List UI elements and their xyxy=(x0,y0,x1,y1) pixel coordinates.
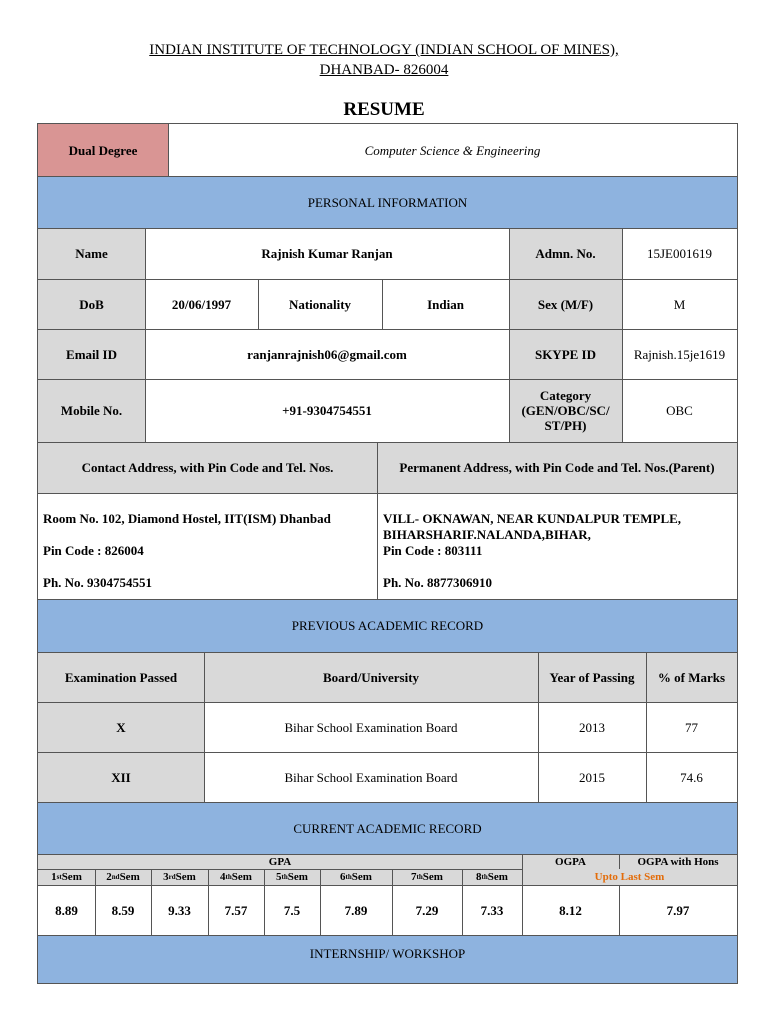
gpa-header: GPA xyxy=(38,854,522,869)
nationality-value: Indian xyxy=(427,296,464,312)
grid-line xyxy=(538,652,539,802)
grid-line xyxy=(37,935,738,936)
permanent-address-phone: Ph. No. 8877306910 xyxy=(383,575,493,590)
prev-row-marks: 77 xyxy=(685,719,698,735)
category-value: OBC xyxy=(666,403,693,418)
name-value: Rajnish Kumar Ranjan xyxy=(261,246,393,261)
grid-line xyxy=(37,752,738,753)
grid-line xyxy=(37,854,738,855)
permanent-address-pin: Pin Code : 803111 xyxy=(383,543,483,558)
prev-col-marks: % of Marks xyxy=(646,652,737,702)
previous-academic-header: PREVIOUS ACADEMIC RECORD xyxy=(38,599,737,652)
contact-address-phone: Ph. No. 9304754551 xyxy=(43,575,153,590)
nationality-label: Nationality xyxy=(288,296,352,312)
grid-line xyxy=(37,442,738,443)
contact-address-line1: Room No. 102, Diamond Hostel, IIT(ISM) Dhanbad xyxy=(43,511,331,526)
institute-name-line2: DHANBAD- 826004 xyxy=(319,62,449,78)
grid-line xyxy=(37,493,738,494)
current-academic-header: CURRENT ACADEMIC RECORD xyxy=(38,802,737,854)
prev-row-marks: 74.6 xyxy=(680,769,703,785)
grid-line xyxy=(37,176,738,177)
gpa-value: 7.89 xyxy=(344,902,368,918)
branch-cell: Computer Science & Engineering xyxy=(364,142,541,158)
grid-line xyxy=(95,869,96,935)
email-label: Email ID xyxy=(38,329,145,379)
permanent-address-line1: VILL- OKNAWAN, NEAR KUNDALPUR TEMPLE, xyxy=(383,511,682,526)
dob-value: 20/06/1997 xyxy=(171,296,232,312)
semester-header: 8 th Sem xyxy=(462,869,522,885)
ogpa-header: OGPA xyxy=(522,854,619,869)
personal-section-header: PERSONAL INFORMATION xyxy=(38,176,737,228)
grid-line xyxy=(37,885,738,886)
grid-line xyxy=(392,869,393,935)
grid-line xyxy=(204,652,205,802)
grid-line xyxy=(37,599,738,600)
semester-header: 3 rd Sem xyxy=(151,869,208,885)
ogpa-hons-header: OGPA with Hons xyxy=(619,854,737,869)
gpa-value: 9.33 xyxy=(168,902,191,918)
prev-col-board: Board/University xyxy=(204,652,538,702)
document-title: RESUME xyxy=(343,99,425,120)
prev-row-exam: X xyxy=(38,702,204,752)
grid-line xyxy=(37,652,738,653)
semester-header: 1 st Sem xyxy=(38,869,95,885)
grid-line xyxy=(619,885,620,935)
semester-header: 2 nd Sem xyxy=(95,869,151,885)
permanent-address-header: Permanent Address, with Pin Code and Tel. Nos.(Parent) xyxy=(377,442,737,493)
grid-line xyxy=(377,442,378,599)
grid-line xyxy=(37,329,738,330)
grid-line xyxy=(522,854,523,935)
grid-line xyxy=(320,869,321,935)
prev-col-year: Year of Passing xyxy=(538,652,646,702)
semester-header: 4 th Sem xyxy=(208,869,264,885)
sex-label: Sex (M/F) xyxy=(509,279,622,329)
semester-header: 6 th Sem xyxy=(320,869,392,885)
internship-section-header: INTERNSHIP/ WORKSHOP xyxy=(309,945,466,961)
grid-line xyxy=(264,869,265,935)
skype-label: SKYPE ID xyxy=(509,329,622,379)
dob-label: DoB xyxy=(38,279,145,329)
mobile-label: Mobile No. xyxy=(38,379,145,442)
name-label: Name xyxy=(38,228,145,279)
gpa-value: 7.29 xyxy=(415,902,439,918)
grid-line xyxy=(145,228,146,442)
grid-line xyxy=(646,652,647,802)
contact-address-pin: Pin Code : 826004 xyxy=(43,543,144,558)
sex-value: M xyxy=(673,296,686,312)
grid-line xyxy=(208,869,209,935)
skype-value: Rajnish.15je1619 xyxy=(633,346,726,362)
category-label: Category (GEN/OBC/SC/ ST/PH) xyxy=(509,379,622,442)
mobile-value: +91-9304754551 xyxy=(282,403,372,418)
permanent-address-line2: BIHARSHARIF.NALANDA,BIHAR, xyxy=(383,527,591,542)
grid-line xyxy=(462,869,463,935)
grid-line xyxy=(509,228,510,442)
prev-row-exam: XII xyxy=(38,752,204,802)
grid-line xyxy=(37,702,738,703)
semester-header: 7 th Sem xyxy=(392,869,462,885)
grid-line xyxy=(37,802,738,803)
grid-line xyxy=(622,228,623,442)
grid-line xyxy=(37,279,738,280)
contact-address-header: Contact Address, with Pin Code and Tel. Nos. xyxy=(38,442,377,493)
institute-name-line1: INDIAN INSTITUTE OF TECHNOLOGY (INDIAN SCHOOL OF MINES), xyxy=(149,42,619,58)
gpa-value: 7.5 xyxy=(283,902,301,918)
grid-line xyxy=(168,124,169,176)
grid-line xyxy=(619,854,620,869)
prev-row-board: Bihar School Examination Board xyxy=(284,769,458,785)
grid-line xyxy=(37,228,738,229)
ogpa-hons-value: 7.97 xyxy=(666,902,690,918)
semester-header: 5 th Sem xyxy=(264,869,320,885)
admn-label: Admn. No. xyxy=(509,228,622,279)
gpa-value: 7.33 xyxy=(480,902,504,918)
grid-line xyxy=(37,379,738,380)
gpa-value: 8.89 xyxy=(55,902,78,918)
prev-col-exam: Examination Passed xyxy=(38,652,204,702)
prev-row-year: 2013 xyxy=(579,719,605,735)
ogpa-value: 8.12 xyxy=(559,902,582,918)
grid-line xyxy=(258,279,259,329)
email-value: ranjanrajnish06@gmail.com xyxy=(247,346,407,362)
admn-value: 15JE001619 xyxy=(647,246,712,261)
prev-row-board: Bihar School Examination Board xyxy=(284,719,458,735)
grid-line xyxy=(37,869,522,870)
grid-line xyxy=(151,869,152,935)
upto-last-sem-note: Upto Last Sem xyxy=(522,869,737,885)
prev-row-year: 2015 xyxy=(579,769,605,785)
gpa-value: 8.59 xyxy=(111,902,135,918)
grid-line xyxy=(382,279,383,329)
gpa-value: 7.57 xyxy=(224,902,248,918)
degree-cell: Dual Degree xyxy=(38,124,168,176)
